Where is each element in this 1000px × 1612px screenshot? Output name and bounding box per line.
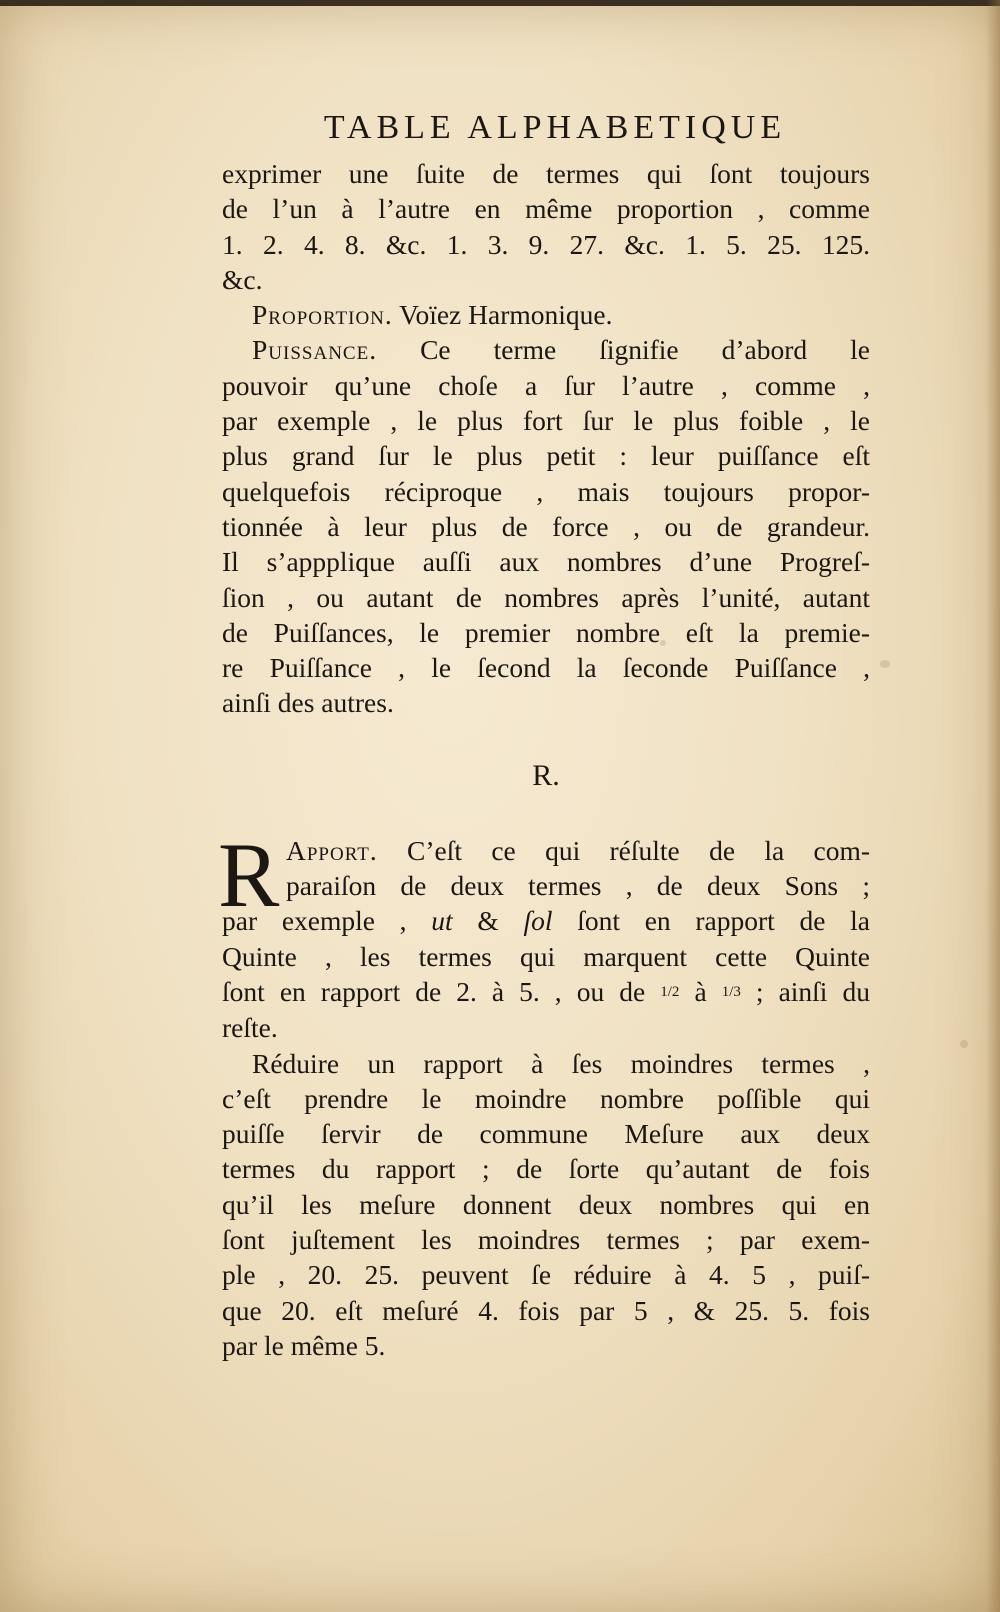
section-heading: R.	[532, 758, 560, 792]
entry-rapport	[218, 823, 870, 1046]
entry-puissance	[222, 332, 870, 367]
foxing-spot	[880, 660, 890, 668]
entry-term: Apport.	[286, 834, 378, 866]
text-line: puiſſe ſervir de commune Meſure aux deux	[222, 1118, 870, 1150]
page-text	[218, 108, 870, 1363]
text-line: ſion , ou autant de nombres après l’unité, autant	[222, 581, 870, 613]
entry-text: Ce terme ſignifie d’abord le	[377, 334, 870, 366]
text-line: ple , 20. 25. peuvent ſe réduire à 4. 5 , puiſ-	[222, 1259, 870, 1291]
text-line: paraiſon de deux termes , de deux Sons ;	[286, 870, 870, 902]
text-line: que 20. eſt meſuré 4. fois par 5 , & 25. 5. fois	[222, 1294, 870, 1326]
text-line: Réduire un rapport à ſes moindres termes ,	[252, 1047, 870, 1079]
text-line: ainſi des autres.	[222, 687, 394, 719]
text-line: par le même 5.	[222, 1329, 386, 1361]
text-line: qu’il les meſure donnent deux nombres qui en	[222, 1188, 870, 1220]
fraction: 1/2	[660, 983, 680, 1000]
text-fragment: ; ainſi du	[740, 975, 870, 1007]
text-line: de Puiſſances, le premier nombre eſt la premie-	[222, 616, 870, 648]
text-line: 1. 2. 4. 8. &c. 1. 3. 9. 27. &c. 1. 5. 25. 125.	[222, 228, 870, 260]
entry-term: Proportion.	[252, 299, 393, 331]
text-line	[222, 974, 870, 1010]
entry-term: Puissance.	[252, 334, 378, 366]
drop-cap: R	[218, 823, 280, 926]
solmization-sol: ſol	[523, 905, 553, 937]
page-top-edge	[0, 0, 1000, 6]
entry-text: Voïez Harmonique.	[392, 299, 613, 331]
text-line	[222, 903, 870, 938]
page-right-edge	[986, 0, 1000, 1612]
running-head: TABLE ALPHABETIQUE	[323, 109, 787, 146]
entry-text: C’eſt ce qui réſulte de la com-	[377, 834, 870, 866]
text-line: &c.	[222, 263, 263, 295]
text-line: tionnée à leur plus de force , ou de grandeur.	[222, 510, 870, 542]
text-line: plus grand ſur le plus petit : leur puiſſance eſt	[222, 440, 870, 472]
text-line: quelquefois réciproque , mais toujours propor-	[222, 475, 870, 507]
text-line: pouvoir qu’une choſe a ſur l’autre , comme ,	[222, 369, 870, 401]
text-line: termes du rapport ; de ſorte qu’autant de fois	[222, 1153, 870, 1185]
text-line	[222, 833, 870, 868]
text-line: ſont juſtement les moindres termes ; par exem-	[222, 1224, 870, 1256]
fraction: 1/3	[721, 983, 741, 1000]
solmization-ut: ut	[431, 905, 453, 937]
foxing-spot	[960, 1040, 968, 1048]
text-fragment: par exemple ,	[222, 905, 432, 937]
entry-proportion	[222, 297, 870, 332]
text-line: reſte.	[222, 1012, 278, 1044]
text-line: exprimer une ſuite de termes qui ſont toujours	[222, 158, 870, 189]
text-line: re Puiſſance , le ſecond la ſeconde Puiſſance ,	[222, 652, 870, 684]
text-line: c’eſt prendre le moindre nombre poſſible qui	[222, 1082, 870, 1114]
text-line: de l’un à l’autre en même proportion , comme	[222, 193, 870, 225]
text-line: Il s’appplique auſſi aux nombres d’une Progreſ-	[222, 546, 870, 578]
text-fragment: ſont en rapport de la	[552, 905, 870, 937]
text-line: Quinte , les termes qui marquent cette Quinte	[222, 940, 870, 972]
text-fragment: &	[452, 905, 524, 937]
text-fragment: à	[679, 975, 722, 1007]
text-line: par exemple , le plus fort ſur le plus foible , le	[222, 405, 870, 437]
text-fragment: ſont en rapport de 2. à 5. , ou de	[222, 975, 661, 1007]
